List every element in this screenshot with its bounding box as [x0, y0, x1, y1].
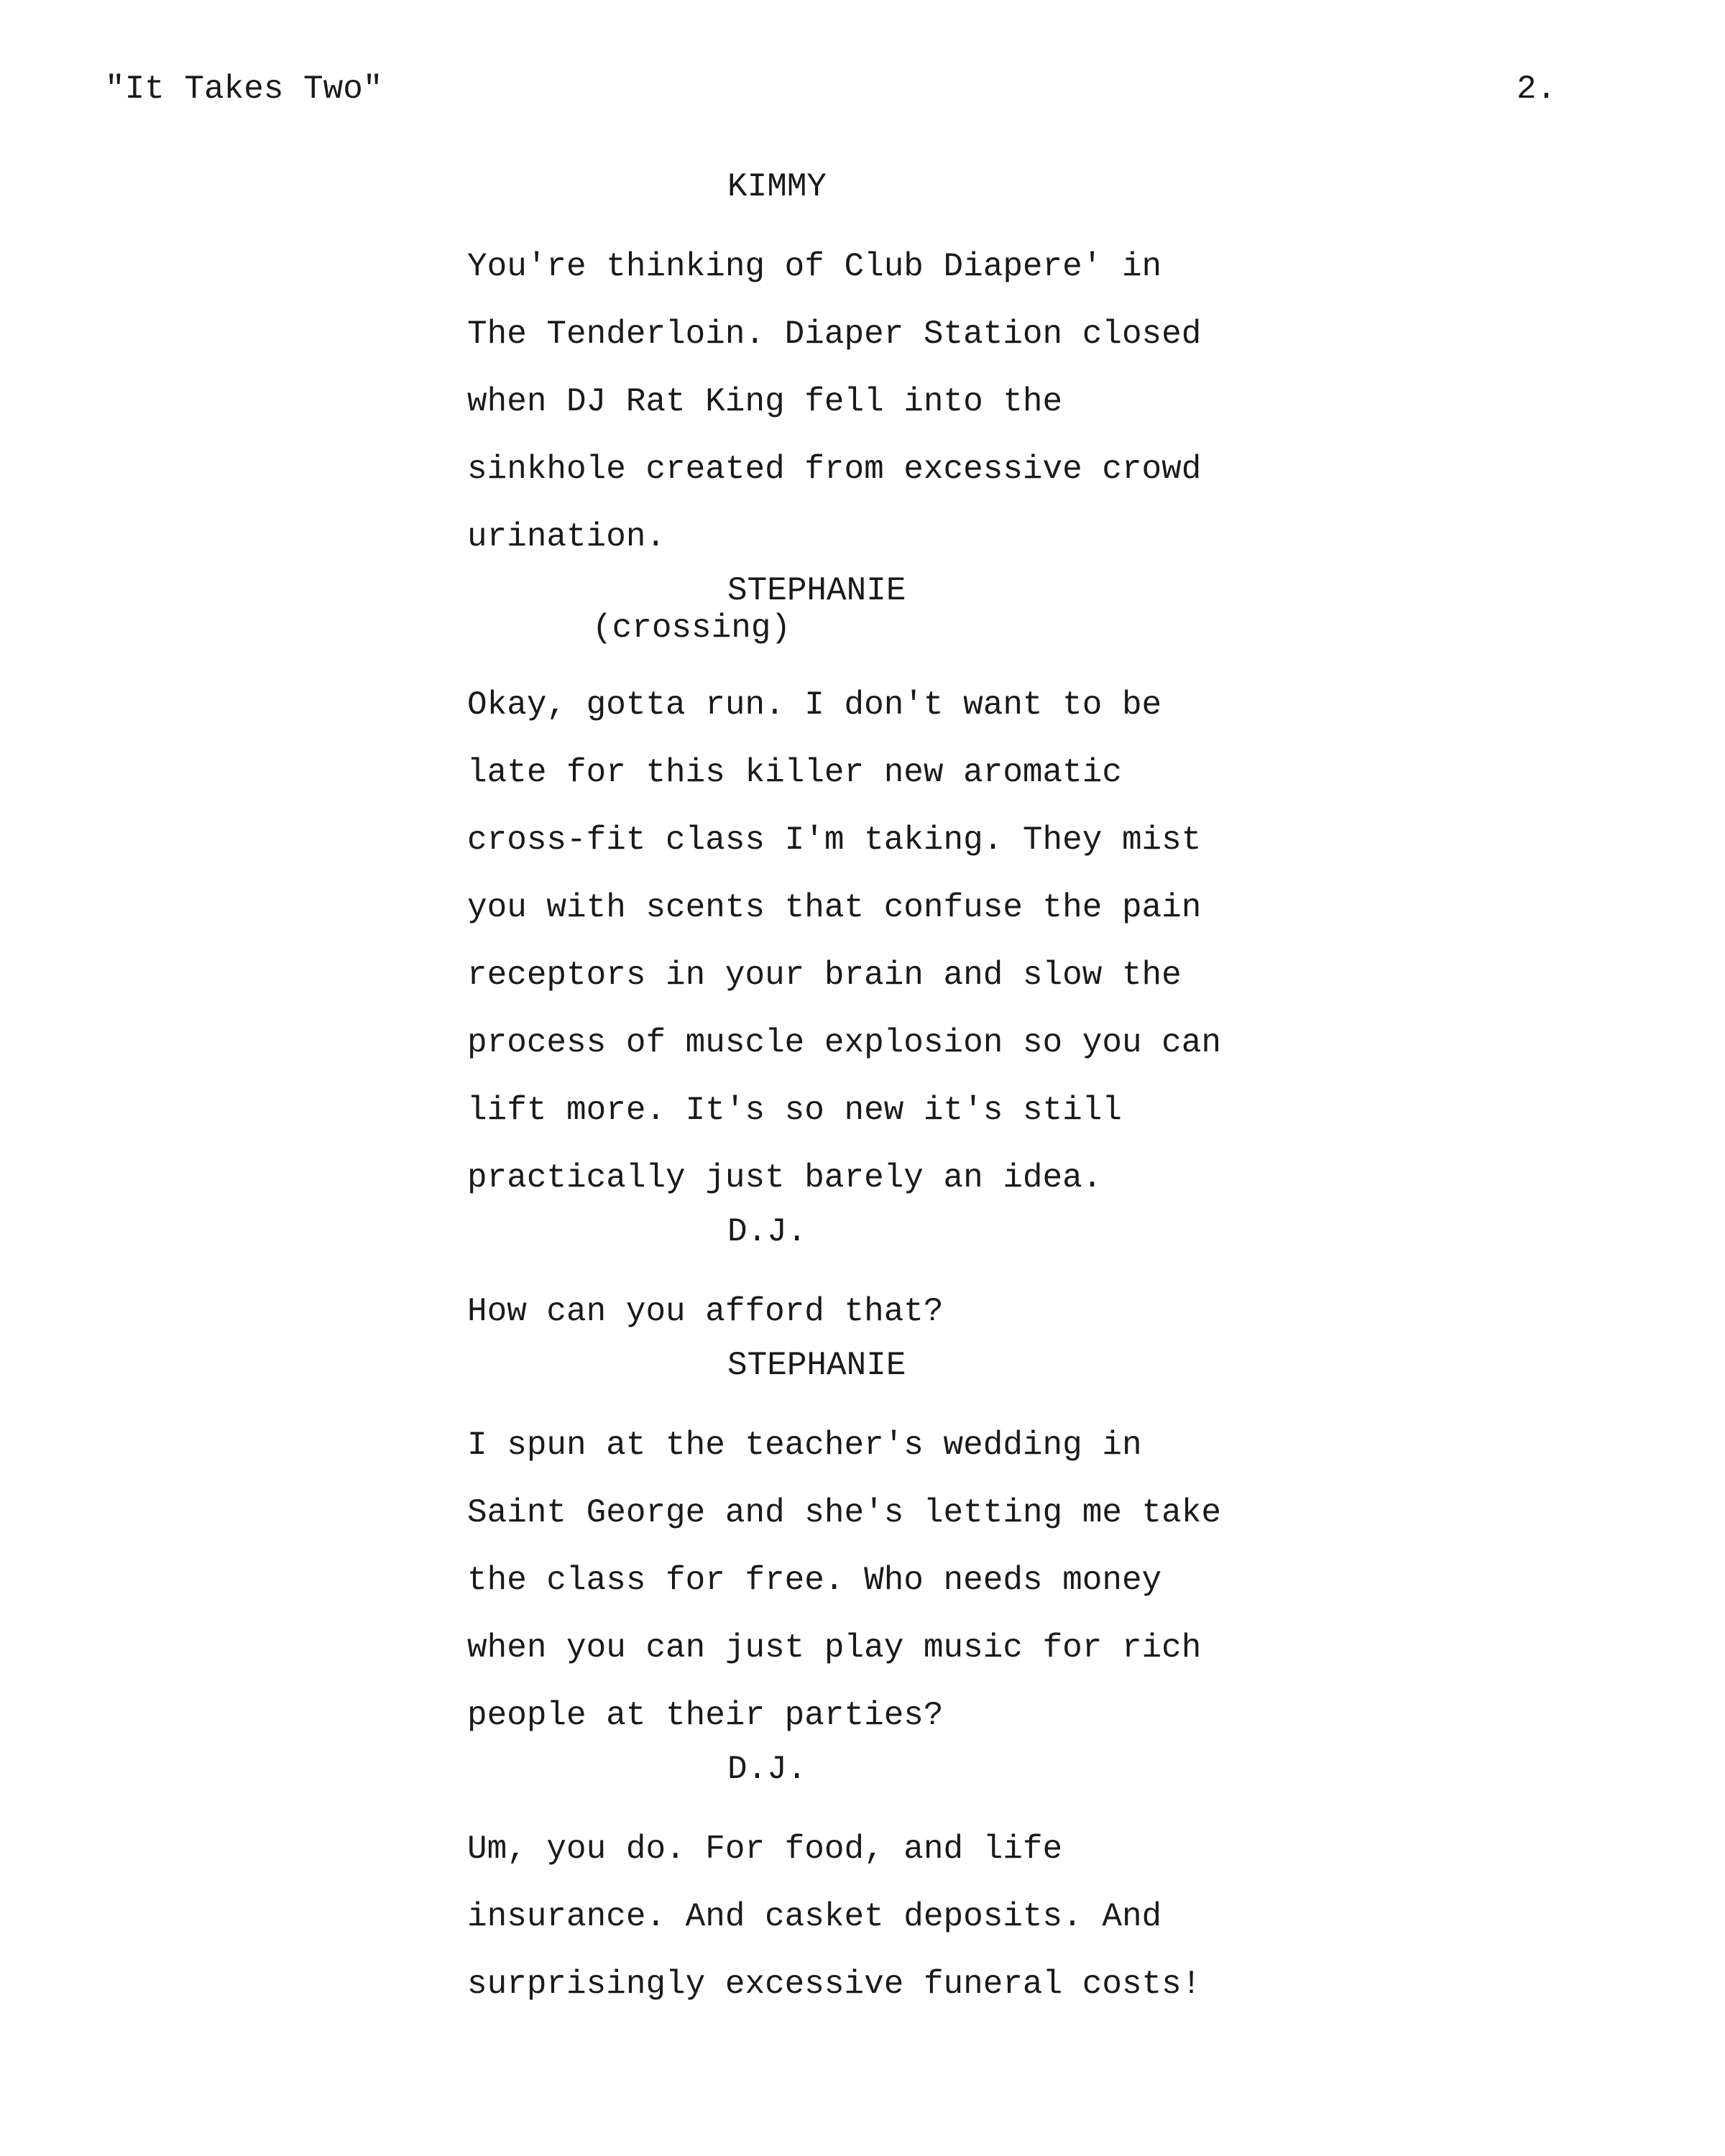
dialogue-block — [0, 167, 1725, 571]
dialogue-line: You're thinking of Club Diapere' in — [467, 248, 1162, 285]
dialogue-text — [467, 1386, 1725, 1749]
dialogue-text — [467, 207, 1725, 571]
dialogue-line: Okay, gotta run. I don't want to be — [467, 686, 1162, 724]
dialogue-line: insurance. And casket deposits. And — [467, 1898, 1162, 1935]
parenthetical: (crossing) — [592, 609, 791, 647]
dialogue-line: late for this killer new aromatic — [467, 754, 1122, 791]
dialogue-line: process of muscle explosion so you can — [467, 1024, 1221, 1061]
dialogue-line: The Tenderloin. Diaper Station closed — [467, 315, 1202, 353]
character-cue: STEPHANIE — [727, 572, 906, 609]
page-number: 2. — [1517, 70, 1557, 108]
dialogue-line: sinkhole created from excessive crowd — [467, 451, 1202, 488]
dialogue-line: people at their parties? — [467, 1697, 944, 1734]
dialogue-line: How can you afford that? — [467, 1293, 944, 1330]
dialogue-line: receptors in your brain and slow the — [467, 957, 1182, 994]
dialogue-line: you with scents that confuse the pain — [467, 889, 1202, 926]
dialogue-line: when DJ Rat King fell into the — [467, 383, 1063, 420]
character-cue: D.J. — [727, 1751, 807, 1788]
character-cue: KIMMY — [727, 168, 827, 206]
dialogue-line: surprisingly excessive funeral costs! — [467, 1966, 1202, 2003]
script-body — [0, 167, 1725, 2018]
dialogue-block — [0, 571, 1725, 1212]
dialogue-line: the class for free. Who needs money — [467, 1562, 1162, 1599]
dialogue-line: practically just barely an idea. — [467, 1159, 1103, 1197]
dialogue-line: when you can just play music for rich — [467, 1629, 1202, 1667]
script-title-header: "It Takes Two" — [105, 70, 383, 108]
dialogue-text — [467, 1789, 1725, 2018]
character-cue: D.J. — [727, 1213, 807, 1250]
character-cue: STEPHANIE — [727, 1347, 906, 1384]
dialogue-block — [0, 1345, 1725, 1749]
dialogue-line: I spun at the teacher's wedding in — [467, 1427, 1142, 1464]
dialogue-text — [467, 1252, 1725, 1345]
dialogue-block — [0, 1212, 1725, 1345]
dialogue-text — [467, 645, 1725, 1212]
dialogue-line: lift more. It's so new it's still — [467, 1092, 1122, 1129]
dialogue-line: Um, you do. For food, and life — [467, 1830, 1063, 1868]
dialogue-line: Saint George and she's letting me take — [467, 1494, 1221, 1531]
dialogue-block — [0, 1749, 1725, 2018]
dialogue-line: cross-fit class I'm taking. They mist — [467, 821, 1202, 859]
dialogue-line: urination. — [467, 518, 666, 556]
